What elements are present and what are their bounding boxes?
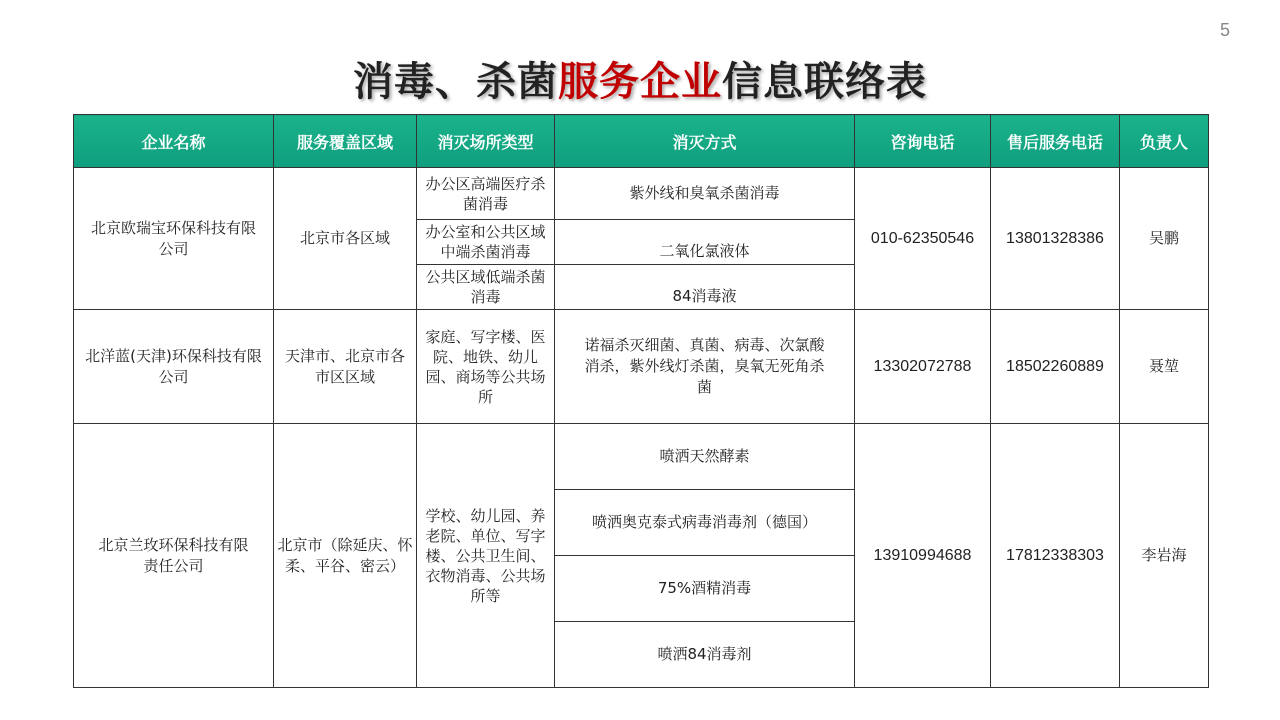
contact-cell: 吴鹏	[1120, 168, 1209, 310]
header-place-type: 消灭场所类型	[417, 115, 555, 168]
method-cell: 喷洒天然酵素	[555, 424, 855, 490]
company-name-cell: 北京兰玫环保科技有限责任公司	[74, 424, 274, 688]
phone-cell: 13302072788	[855, 310, 991, 424]
table-row	[74, 310, 1209, 424]
title-part-1: 消毒、杀菌	[353, 59, 558, 105]
method-cell: 75%酒精消毒	[555, 556, 855, 622]
method-cell: 84消毒液	[555, 265, 855, 310]
company-name-cell: 北京欧瑞宝环保科技有限公司	[74, 168, 274, 310]
method-cell: 二氧化氯液体	[555, 220, 855, 265]
service-area-cell: 天津市、北京市各市区区域	[274, 310, 417, 424]
company-name-cell: 北洋蓝(天津)环保科技有限公司	[74, 310, 274, 424]
method-cell: 诺福杀灭细菌、真菌、病毒、次氯酸消杀，紫外线灯杀菌，臭氧无死角杀菌	[555, 310, 855, 424]
header-contact: 负责人	[1120, 115, 1209, 168]
header-service-area: 服务覆盖区域	[274, 115, 417, 168]
table-header-row	[74, 115, 1209, 168]
method-cell: 喷洒84消毒剂	[555, 622, 855, 688]
header-phone: 咨询电话	[855, 115, 991, 168]
phone-cell: 13910994688	[855, 424, 991, 688]
place-type-cell: 学校、幼儿园、养老院、单位、写字楼、公共卫生间、衣物消毒、公共场所等	[417, 424, 555, 688]
aftersale-phone-cell: 18502260889	[991, 310, 1120, 424]
method-cell: 喷洒奥克泰式病毒消毒剂（德国）	[555, 490, 855, 556]
title-part-2-highlight: 服务企业	[558, 59, 722, 105]
place-type-cell: 家庭、写字楼、医院、地铁、幼儿园、商场等公共场所	[417, 310, 555, 424]
service-area-cell: 北京市（除延庆、怀柔、平谷、密云）	[274, 424, 417, 688]
table-row	[74, 424, 1209, 490]
method-cell: 紫外线和臭氧杀菌消毒	[555, 168, 855, 220]
contact-cell: 聂堃	[1120, 310, 1209, 424]
page-number: 5	[1219, 20, 1230, 40]
header-method: 消灭方式	[555, 115, 855, 168]
phone-cell: 010-62350546	[855, 168, 991, 310]
aftersale-phone-cell: 13801328386	[991, 168, 1120, 310]
company-info-table	[73, 114, 1209, 688]
title-part-3: 信息联络表	[722, 59, 927, 105]
header-company-name: 企业名称	[74, 115, 274, 168]
table-row	[74, 168, 1209, 220]
header-aftersale-phone: 售后服务电话	[991, 115, 1120, 168]
service-area-cell: 北京市各区域	[274, 168, 417, 310]
page-title	[0, 50, 1280, 107]
place-type-cell: 办公室和公共区域中端杀菌消毒	[417, 220, 555, 265]
aftersale-phone-cell: 17812338303	[991, 424, 1120, 688]
place-type-cell: 公共区域低端杀菌消毒	[417, 265, 555, 310]
place-type-cell: 办公区高端医疗杀菌消毒	[417, 168, 555, 220]
contact-cell: 李岩海	[1120, 424, 1209, 688]
